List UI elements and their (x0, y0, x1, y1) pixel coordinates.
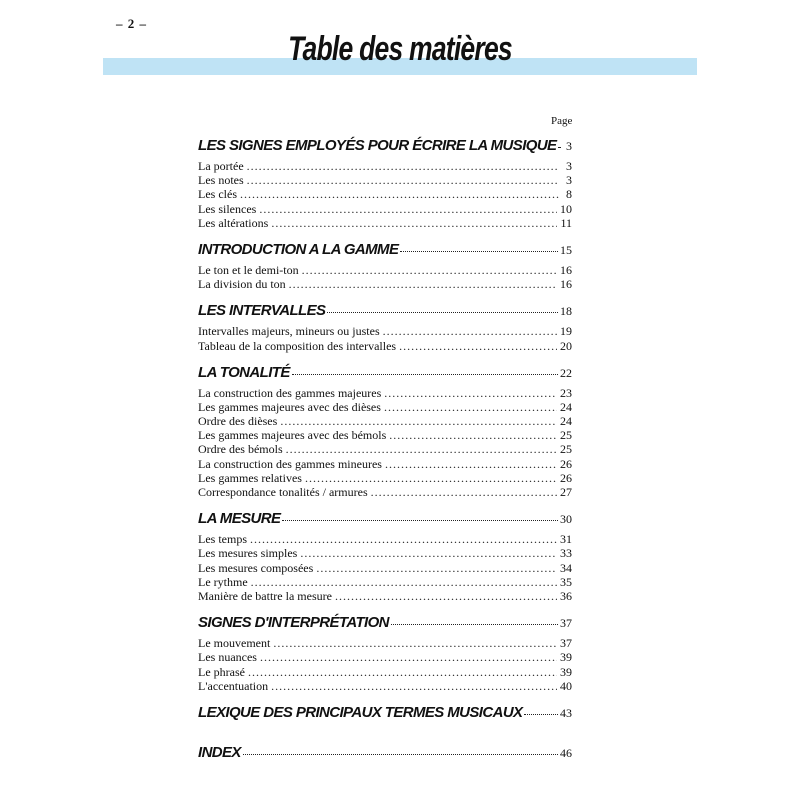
toc-heading-label: LEXIQUE DES PRINCIPAUX TERMES MUSICAUX (198, 703, 523, 721)
dot-leader (247, 174, 559, 186)
toc-entry-page: 27 (560, 485, 572, 499)
toc-section (198, 241, 572, 291)
dot-leader (305, 472, 557, 484)
toc-entry-page: 24 (560, 399, 572, 414)
toc-entries (198, 636, 572, 693)
toc-entry-page: 26 (560, 456, 572, 471)
toc-heading-page: 43 (560, 705, 572, 720)
toc-entry-label: Le ton et le demi-ton (198, 262, 299, 277)
toc-entry-label: Tableau de la composition des intervalles (198, 338, 397, 353)
toc-entries (198, 532, 572, 603)
toc-entry[interactable] (198, 650, 572, 664)
toc-entry-label: Les mesures simples (198, 546, 298, 561)
dot-leader (248, 666, 557, 678)
toc-entry[interactable] (198, 187, 572, 201)
toc-entry-page: 37 (560, 636, 572, 651)
toc-entry-page: 16 (560, 277, 572, 292)
toc-entry-label: Ordre des dièses (198, 414, 278, 429)
toc-entry-label: Les altérations (198, 215, 269, 230)
toc-entry-page: 35 (560, 574, 572, 589)
toc-entry[interactable] (198, 457, 572, 471)
toc-entry-label: L'accentuation (198, 678, 269, 693)
page-title: Table des matières (288, 30, 512, 68)
toc-section-heading[interactable] (198, 241, 572, 263)
toc-entry-page: 26 (560, 470, 572, 485)
dot-leader (280, 415, 557, 427)
toc-section-heading[interactable] (198, 364, 572, 386)
toc-heading-page: 46 (560, 745, 572, 760)
toc-heading-label: LA TONALITÉ (198, 363, 290, 381)
toc-entry-label: La construction des gammes majeures (198, 385, 382, 400)
toc-entry-page: 25 (560, 428, 572, 443)
toc-heading-page: 22 (560, 365, 572, 380)
dot-leader (302, 264, 557, 276)
toc-section-heading[interactable] (198, 704, 572, 726)
page-number: – 2 – (116, 16, 147, 31)
toc-entry[interactable] (198, 636, 572, 650)
toc-entry[interactable] (198, 546, 572, 560)
toc-section-heading[interactable] (198, 302, 572, 324)
toc-entry-label: Intervalles majeurs, mineurs ou justes (198, 324, 380, 339)
page-column-label: Page (551, 115, 573, 127)
toc-entry-label: Correspondance tonalités / armures (198, 485, 368, 499)
dot-leader (371, 486, 557, 498)
toc-entry-page: 20 (560, 338, 572, 353)
toc-section-heading[interactable] (198, 137, 572, 159)
toc-section-heading[interactable] (198, 614, 572, 636)
dot-leader (250, 533, 557, 545)
toc-entry-label: Manière de battre la mesure (198, 588, 332, 603)
toc-entry-label: Le rythme (198, 574, 248, 589)
toc-section (198, 510, 572, 603)
toc-entry-page: 10 (560, 201, 572, 216)
toc-entry-page: 36 (560, 588, 572, 603)
dot-leader (400, 251, 558, 252)
toc-entry-page: 40 (560, 678, 572, 693)
toc-entry-page: 19 (560, 324, 572, 339)
toc-section (198, 744, 572, 766)
toc-entry-page: 11 (560, 215, 572, 230)
dot-leader (286, 443, 557, 455)
toc-entry[interactable] (198, 532, 572, 546)
dot-leader (271, 680, 557, 692)
toc-entries (198, 386, 572, 500)
toc-entry-page: 25 (560, 442, 572, 457)
toc-entry-label: Les gammes majeures avec des dièses (198, 399, 381, 414)
dot-leader (271, 217, 557, 229)
toc-entry[interactable] (198, 442, 572, 456)
toc-entry[interactable] (198, 414, 572, 428)
toc-entry[interactable] (198, 159, 572, 173)
toc-entry[interactable] (198, 589, 572, 603)
toc-entry-label: La portée (198, 159, 244, 173)
dot-leader (282, 520, 558, 521)
toc-section (198, 137, 572, 230)
toc-heading-label: LES SIGNES EMPLOYÉS POUR ÉCRIRE LA MUSIQUE (198, 137, 557, 154)
toc-entry-label: Les gammes majeures avec des bémols (198, 428, 387, 443)
toc-entry-page: 39 (560, 664, 572, 679)
toc-entry[interactable] (198, 400, 572, 414)
toc-section (198, 302, 572, 352)
dot-leader (260, 651, 557, 663)
toc-entry[interactable] (198, 173, 572, 187)
dot-leader (335, 590, 557, 602)
toc-entry-page: 31 (560, 532, 572, 547)
dot-leader (389, 429, 557, 441)
toc-entry-label: Les gammes relatives (198, 470, 302, 485)
toc-entry[interactable] (198, 202, 572, 216)
dot-leader (384, 401, 557, 413)
toc-entry[interactable] (198, 679, 572, 693)
toc-entry-label: La division du ton (198, 277, 286, 292)
dot-leader (524, 714, 558, 715)
toc-entry-label: Les silences (198, 201, 257, 216)
dot-leader (383, 325, 557, 337)
dot-leader (558, 147, 560, 148)
toc-entry-label: Ordre des bémols (198, 442, 283, 457)
toc-entry-page: 8 (566, 187, 572, 202)
toc-entry-label: Les notes (198, 173, 244, 188)
toc-heading-label: INDEX (198, 743, 241, 761)
toc-section-heading[interactable] (198, 510, 572, 532)
dot-leader (292, 374, 558, 375)
toc-entry-label: Les nuances (198, 650, 257, 665)
toc-entry[interactable] (198, 428, 572, 442)
table-of-contents (198, 133, 572, 784)
toc-section (198, 704, 572, 726)
toc-entries (198, 324, 572, 352)
toc-entry[interactable] (198, 263, 572, 277)
toc-heading-label: INTRODUCTION A LA GAMME (198, 240, 399, 258)
dot-leader (240, 188, 559, 200)
toc-entry[interactable] (198, 277, 572, 291)
toc-heading-page: 15 (560, 242, 572, 257)
dot-leader (300, 547, 557, 559)
toc-entry-page: 3 (566, 159, 572, 173)
toc-entries (198, 159, 572, 230)
toc-entry-label: Le phrasé (198, 664, 245, 679)
dot-leader (289, 278, 557, 290)
toc-heading-label: LES INTERVALLES (198, 302, 326, 320)
toc-heading-page: 30 (560, 512, 572, 527)
toc-entry-label: Les clés (198, 187, 237, 202)
toc-entry-label: Les temps (198, 532, 247, 547)
toc-heading-page: 18 (560, 304, 572, 319)
toc-entry-page: 3 (566, 173, 572, 188)
toc-entry-page: 23 (560, 385, 572, 400)
toc-entry[interactable] (198, 216, 572, 230)
dot-leader (385, 458, 557, 470)
toc-entry-page: 34 (560, 560, 572, 575)
dot-leader (243, 754, 558, 755)
toc-entry-page: 16 (560, 262, 572, 277)
toc-entry-page: 33 (560, 546, 572, 561)
toc-entry-label: Les mesures composées (198, 560, 314, 575)
dot-leader (316, 562, 557, 574)
toc-entry[interactable] (198, 561, 572, 575)
dot-leader (273, 637, 557, 649)
dot-leader (399, 340, 557, 352)
toc-section (198, 364, 572, 500)
toc-section (198, 614, 572, 693)
toc-entry[interactable] (198, 324, 572, 338)
dot-leader (384, 387, 557, 399)
toc-entry[interactable] (198, 386, 572, 400)
toc-entry[interactable] (198, 665, 572, 679)
toc-entry-page: 24 (560, 414, 572, 429)
toc-entry-label: La construction des gammes mineures (198, 456, 382, 471)
toc-entry[interactable] (198, 339, 572, 353)
toc-entry[interactable] (198, 575, 572, 589)
toc-entries (198, 263, 572, 291)
dot-leader (327, 312, 558, 313)
toc-heading-label: LA MESURE (198, 510, 281, 528)
toc-heading-page: 37 (560, 616, 572, 631)
toc-entry-label: Le mouvement (198, 636, 271, 651)
toc-entry[interactable] (198, 485, 572, 499)
dot-leader (247, 160, 559, 172)
dot-leader (251, 576, 557, 588)
dot-leader (259, 203, 557, 215)
toc-section-heading[interactable] (198, 744, 572, 766)
dot-leader (391, 624, 558, 625)
toc-entry-page: 39 (560, 650, 572, 665)
toc-heading-label: SIGNES D'INTERPRÉTATION (198, 614, 389, 632)
toc-heading-page: 3 (566, 139, 572, 153)
toc-entry[interactable] (198, 471, 572, 485)
